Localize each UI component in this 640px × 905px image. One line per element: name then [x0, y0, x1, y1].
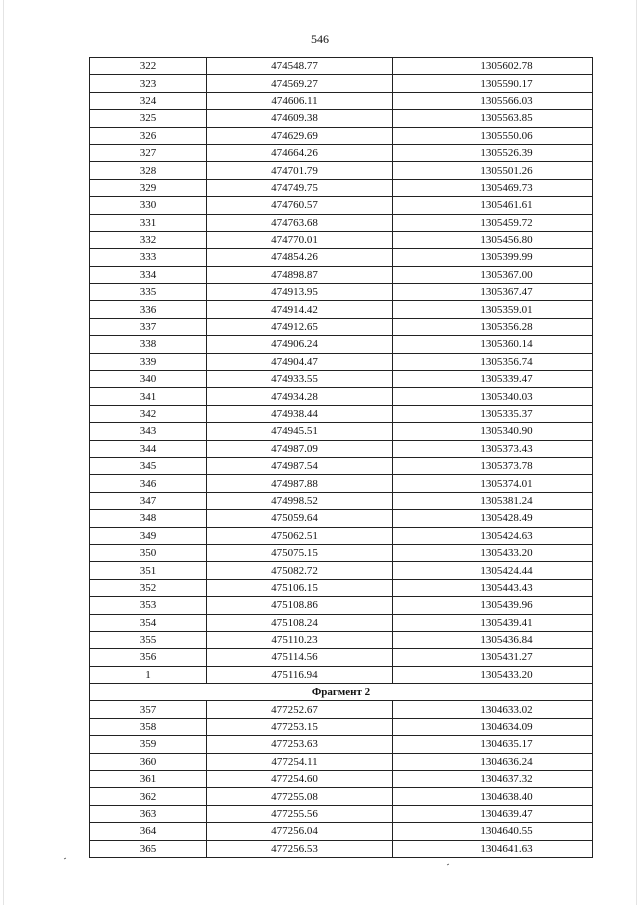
- section-row: [90, 684, 593, 701]
- table-row: [90, 371, 593, 388]
- x-coordinate-cell: 477255.08: [207, 788, 393, 805]
- point-number-cell: 346: [90, 475, 207, 492]
- y-coordinate-cell: 1305439.96: [393, 597, 593, 614]
- point-number-cell: 333: [90, 249, 207, 266]
- x-coordinate-cell: 475059.64: [207, 510, 393, 527]
- point-number-cell: 361: [90, 771, 207, 788]
- x-coordinate-cell: 477253.15: [207, 718, 393, 735]
- point-number-cell: 343: [90, 423, 207, 440]
- point-number-cell: 352: [90, 579, 207, 596]
- table-row: [90, 353, 593, 370]
- point-number-cell: 339: [90, 353, 207, 370]
- point-number-cell: 345: [90, 457, 207, 474]
- table-row: [90, 527, 593, 544]
- y-coordinate-cell: 1305356.74: [393, 353, 593, 370]
- table-row: [90, 92, 593, 109]
- y-coordinate-cell: 1305526.39: [393, 144, 593, 161]
- point-number-cell: 332: [90, 231, 207, 248]
- x-coordinate-cell: 474609.38: [207, 110, 393, 127]
- fragment-1-rows: [90, 58, 593, 684]
- point-number-cell: 341: [90, 388, 207, 405]
- coordinates-table: [89, 57, 593, 858]
- point-number-cell: 327: [90, 144, 207, 161]
- x-coordinate-cell: 474912.65: [207, 318, 393, 335]
- table-row: [90, 58, 593, 75]
- x-coordinate-cell: 474701.79: [207, 162, 393, 179]
- point-number-cell: 329: [90, 179, 207, 196]
- table-row: [90, 301, 593, 318]
- point-number-cell: 353: [90, 597, 207, 614]
- point-number-cell: 338: [90, 336, 207, 353]
- table-row: [90, 405, 593, 422]
- x-coordinate-cell: 477255.56: [207, 805, 393, 822]
- table-row: [90, 318, 593, 335]
- table-row: [90, 631, 593, 648]
- y-coordinate-cell: 1305431.27: [393, 649, 593, 666]
- point-number-cell: 358: [90, 718, 207, 735]
- y-coordinate-cell: 1304639.47: [393, 805, 593, 822]
- y-coordinate-cell: 1305374.01: [393, 475, 593, 492]
- y-coordinate-cell: 1304640.55: [393, 823, 593, 840]
- y-coordinate-cell: 1305367.00: [393, 266, 593, 283]
- point-number-cell: 342: [90, 405, 207, 422]
- x-coordinate-cell: 475116.94: [207, 666, 393, 683]
- table-row: [90, 544, 593, 561]
- scan-edge-left: [3, 0, 4, 905]
- x-coordinate-cell: 474987.54: [207, 457, 393, 474]
- point-number-cell: 357: [90, 701, 207, 718]
- table-row: [90, 75, 593, 92]
- page-number: 546: [311, 32, 329, 46]
- x-coordinate-cell: 474763.68: [207, 214, 393, 231]
- x-coordinate-cell: 474664.26: [207, 144, 393, 161]
- table-row: [90, 788, 593, 805]
- table-row: [90, 614, 593, 631]
- y-coordinate-cell: 1305339.47: [393, 371, 593, 388]
- table-row: [90, 214, 593, 231]
- table-row: [90, 579, 593, 596]
- x-coordinate-cell: 474898.87: [207, 266, 393, 283]
- point-number-cell: 335: [90, 284, 207, 301]
- y-coordinate-cell: 1304634.09: [393, 718, 593, 735]
- table-row: [90, 597, 593, 614]
- point-number-cell: 334: [90, 266, 207, 283]
- y-coordinate-cell: 1305469.73: [393, 179, 593, 196]
- y-coordinate-cell: 1304633.02: [393, 701, 593, 718]
- y-coordinate-cell: 1305428.49: [393, 510, 593, 527]
- table-row: [90, 823, 593, 840]
- y-coordinate-cell: 1305367.47: [393, 284, 593, 301]
- x-coordinate-cell: 474770.01: [207, 231, 393, 248]
- x-coordinate-cell: 475110.23: [207, 631, 393, 648]
- y-coordinate-cell: 1305433.20: [393, 666, 593, 683]
- y-coordinate-cell: 1305501.26: [393, 162, 593, 179]
- y-coordinate-cell: 1304638.40: [393, 788, 593, 805]
- table-row: [90, 127, 593, 144]
- y-coordinate-cell: 1305439.41: [393, 614, 593, 631]
- x-coordinate-cell: 474760.57: [207, 197, 393, 214]
- point-number-cell: 356: [90, 649, 207, 666]
- y-coordinate-cell: 1304636.24: [393, 753, 593, 770]
- x-coordinate-cell: 474913.95: [207, 284, 393, 301]
- y-coordinate-cell: 1305424.44: [393, 562, 593, 579]
- y-coordinate-cell: 1305399.99: [393, 249, 593, 266]
- x-coordinate-cell: 474998.52: [207, 492, 393, 509]
- table-row: [90, 231, 593, 248]
- table-row: [90, 110, 593, 127]
- y-coordinate-cell: 1305424.63: [393, 527, 593, 544]
- scan-speck: [64, 858, 66, 860]
- table-row: [90, 284, 593, 301]
- y-coordinate-cell: 1305340.03: [393, 388, 593, 405]
- point-number-cell: 322: [90, 58, 207, 75]
- point-number-cell: 355: [90, 631, 207, 648]
- y-coordinate-cell: 1305373.43: [393, 440, 593, 457]
- x-coordinate-cell: 477253.63: [207, 736, 393, 753]
- y-coordinate-cell: 1305566.03: [393, 92, 593, 109]
- y-coordinate-cell: 1305436.84: [393, 631, 593, 648]
- table-row: [90, 179, 593, 196]
- y-coordinate-cell: 1305443.43: [393, 579, 593, 596]
- x-coordinate-cell: 474904.47: [207, 353, 393, 370]
- table-row: [90, 144, 593, 161]
- y-coordinate-cell: 1305602.78: [393, 58, 593, 75]
- x-coordinate-cell: 474606.11: [207, 92, 393, 109]
- y-coordinate-cell: 1305563.85: [393, 110, 593, 127]
- table-row: [90, 753, 593, 770]
- x-coordinate-cell: 475062.51: [207, 527, 393, 544]
- point-number-cell: 1: [90, 666, 207, 683]
- point-number-cell: 365: [90, 840, 207, 857]
- point-number-cell: 323: [90, 75, 207, 92]
- x-coordinate-cell: 474987.09: [207, 440, 393, 457]
- y-coordinate-cell: 1304635.17: [393, 736, 593, 753]
- table-row: [90, 510, 593, 527]
- point-number-cell: 348: [90, 510, 207, 527]
- table-row: [90, 197, 593, 214]
- table-row: [90, 840, 593, 857]
- x-coordinate-cell: 474933.55: [207, 371, 393, 388]
- table-row: [90, 718, 593, 735]
- point-number-cell: 349: [90, 527, 207, 544]
- section-title: Фрагмент 2: [90, 684, 593, 701]
- table-row: [90, 266, 593, 283]
- x-coordinate-cell: 474629.69: [207, 127, 393, 144]
- x-coordinate-cell: 477254.11: [207, 753, 393, 770]
- point-number-cell: 326: [90, 127, 207, 144]
- point-number-cell: 362: [90, 788, 207, 805]
- table-row: [90, 492, 593, 509]
- table-row: [90, 736, 593, 753]
- point-number-cell: 347: [90, 492, 207, 509]
- point-number-cell: 337: [90, 318, 207, 335]
- y-coordinate-cell: 1305433.20: [393, 544, 593, 561]
- y-coordinate-cell: 1305456.80: [393, 231, 593, 248]
- scan-speck: [447, 864, 449, 866]
- y-coordinate-cell: 1305550.06: [393, 127, 593, 144]
- x-coordinate-cell: 474548.77: [207, 58, 393, 75]
- x-coordinate-cell: 477256.04: [207, 823, 393, 840]
- point-number-cell: 359: [90, 736, 207, 753]
- x-coordinate-cell: 475114.56: [207, 649, 393, 666]
- x-coordinate-cell: 474906.24: [207, 336, 393, 353]
- y-coordinate-cell: 1304641.63: [393, 840, 593, 857]
- y-coordinate-cell: 1305356.28: [393, 318, 593, 335]
- point-number-cell: 350: [90, 544, 207, 561]
- x-coordinate-cell: 475106.15: [207, 579, 393, 596]
- x-coordinate-cell: 475108.24: [207, 614, 393, 631]
- x-coordinate-cell: 475108.86: [207, 597, 393, 614]
- table-row: [90, 701, 593, 718]
- y-coordinate-cell: 1305461.61: [393, 197, 593, 214]
- x-coordinate-cell: 477252.67: [207, 701, 393, 718]
- table-row: [90, 562, 593, 579]
- x-coordinate-cell: 474749.75: [207, 179, 393, 196]
- point-number-cell: 351: [90, 562, 207, 579]
- table-row: [90, 249, 593, 266]
- x-coordinate-cell: 474987.88: [207, 475, 393, 492]
- x-coordinate-cell: 474938.44: [207, 405, 393, 422]
- x-coordinate-cell: 474914.42: [207, 301, 393, 318]
- point-number-cell: 336: [90, 301, 207, 318]
- scan-edge-right: [636, 0, 637, 905]
- point-number-cell: 328: [90, 162, 207, 179]
- table-row: [90, 388, 593, 405]
- fragment-2-rows: [90, 701, 593, 858]
- y-coordinate-cell: 1304637.32: [393, 771, 593, 788]
- point-number-cell: 340: [90, 371, 207, 388]
- y-coordinate-cell: 1305359.01: [393, 301, 593, 318]
- table-row: [90, 162, 593, 179]
- x-coordinate-cell: 475082.72: [207, 562, 393, 579]
- y-coordinate-cell: 1305340.90: [393, 423, 593, 440]
- point-number-cell: 331: [90, 214, 207, 231]
- table-row: [90, 475, 593, 492]
- y-coordinate-cell: 1305381.24: [393, 492, 593, 509]
- point-number-cell: 364: [90, 823, 207, 840]
- y-coordinate-cell: 1305459.72: [393, 214, 593, 231]
- point-number-cell: 360: [90, 753, 207, 770]
- y-coordinate-cell: 1305335.37: [393, 405, 593, 422]
- point-number-cell: 354: [90, 614, 207, 631]
- x-coordinate-cell: 477254.60: [207, 771, 393, 788]
- table-row: [90, 457, 593, 474]
- y-coordinate-cell: 1305373.78: [393, 457, 593, 474]
- table-row: [90, 336, 593, 353]
- table-row: [90, 666, 593, 683]
- table-row: [90, 423, 593, 440]
- table-row: [90, 771, 593, 788]
- x-coordinate-cell: 477256.53: [207, 840, 393, 857]
- point-number-cell: 344: [90, 440, 207, 457]
- x-coordinate-cell: 474934.28: [207, 388, 393, 405]
- point-number-cell: 363: [90, 805, 207, 822]
- point-number-cell: 330: [90, 197, 207, 214]
- point-number-cell: 325: [90, 110, 207, 127]
- x-coordinate-cell: 474945.51: [207, 423, 393, 440]
- x-coordinate-cell: 475075.15: [207, 544, 393, 561]
- fragment-2-header: [90, 684, 593, 701]
- y-coordinate-cell: 1305590.17: [393, 75, 593, 92]
- table-row: [90, 805, 593, 822]
- table-row: [90, 440, 593, 457]
- table-row: [90, 649, 593, 666]
- x-coordinate-cell: 474854.26: [207, 249, 393, 266]
- point-number-cell: 324: [90, 92, 207, 109]
- x-coordinate-cell: 474569.27: [207, 75, 393, 92]
- y-coordinate-cell: 1305360.14: [393, 336, 593, 353]
